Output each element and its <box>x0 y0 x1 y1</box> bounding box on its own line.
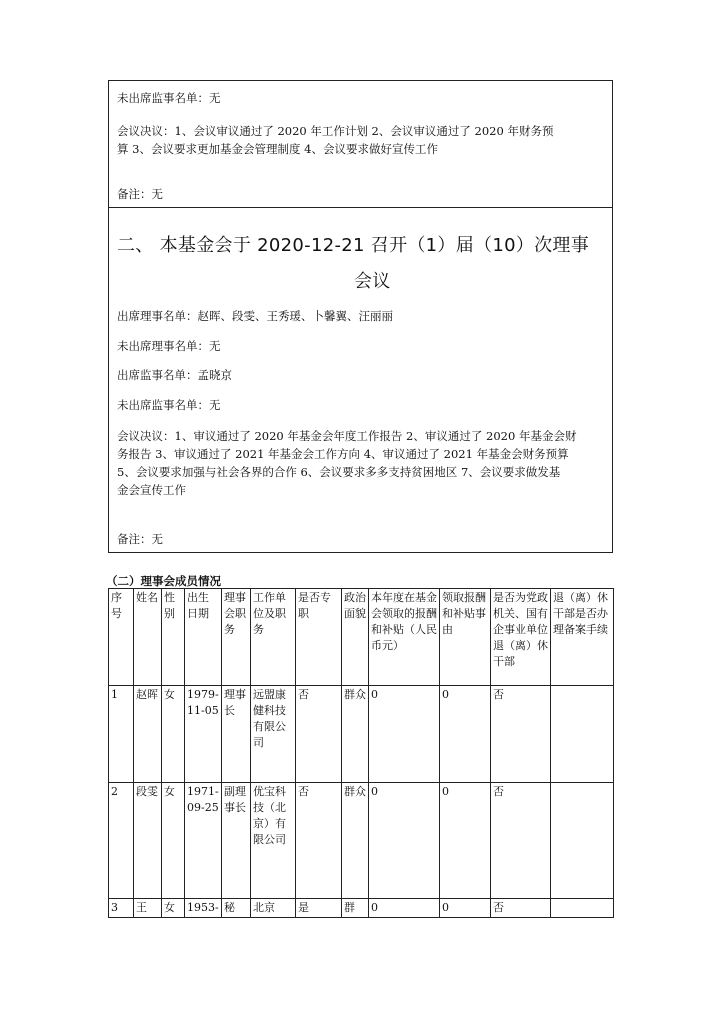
cell-employer: 北京 <box>251 899 296 918</box>
header-cell: 退（离）休干部是否办理备案手续 <box>551 589 614 686</box>
absent-directors: 未出席理事名单：无 <box>117 339 221 353</box>
header-cell: 领取报酬和补贴事由 <box>440 589 491 686</box>
cell-fulltime: 否 <box>296 686 342 783</box>
table-row <box>109 783 614 899</box>
cell-retired: 否 <box>491 686 551 783</box>
cell-birthdate: 1971-09-25 <box>185 783 222 899</box>
cell-index: 1 <box>109 686 134 783</box>
cell-name: 王 <box>134 899 162 918</box>
cell-filed <box>551 783 614 899</box>
resolution-line-2: 务报告 3、审议通过了 2021 年基金会工作方向 4、审议通过了 2021 年基金会财务预算 <box>117 447 569 461</box>
members-table <box>108 588 614 918</box>
cell-name: 段雯 <box>134 783 162 899</box>
cell-position: 理事长 <box>222 686 251 783</box>
cell-gender: 女 <box>162 783 185 899</box>
cell-filed <box>551 686 614 783</box>
cell-political: 群众 <box>342 783 369 899</box>
resolution-line-1: 会议决议：1、审议通过了 2020 年基金会年度工作报告 2、审议通过了 2020 年基金会财 <box>117 429 577 443</box>
meeting-heading: 二、 本基金会于 2020-12-21 召开（1）届（10）次理事 <box>117 235 590 256</box>
header-cell: 序号 <box>109 589 134 686</box>
cell-fulltime: 否 <box>296 783 342 899</box>
cell-position: 秘 <box>222 899 251 918</box>
cell-gender: 女 <box>162 686 185 783</box>
cell-filed <box>551 899 614 918</box>
resolution-line-3: 5、会议要求加强与社会各界的合作 6、会议要求多多支持贫困地区 7、会议要求做发基 <box>117 465 561 479</box>
header-cell: 出生日期 <box>185 589 222 686</box>
cell-compensation: 0 <box>369 686 440 783</box>
cell-gender: 女 <box>162 899 185 918</box>
cell-political: 群众 <box>342 686 369 783</box>
absent-supervisors: 未出席监事名单：无 <box>117 91 221 105</box>
table-row <box>109 899 614 918</box>
resolution-line-4: 金会宣传工作 <box>117 483 186 497</box>
table-header-row <box>109 589 614 686</box>
cell-birthdate: 1979-11-05 <box>185 686 222 783</box>
header-cell: 政治面貌 <box>342 589 369 686</box>
header-cell: 性别 <box>162 589 185 686</box>
cell-retired: 否 <box>491 899 551 918</box>
remarks: 备注：无 <box>117 187 163 201</box>
cell-name: 赵晖 <box>134 686 162 783</box>
absent-supervisors: 未出席监事名单：无 <box>117 398 221 412</box>
cell-reason: 0 <box>440 686 491 783</box>
meeting2-box <box>108 207 613 553</box>
cell-fulltime: 是 <box>296 899 342 918</box>
header-cell: 理事会职务 <box>222 589 251 686</box>
cell-index: 3 <box>109 899 134 918</box>
meeting1-box <box>108 80 613 208</box>
cell-reason: 0 <box>440 783 491 899</box>
table-row <box>109 686 614 783</box>
header-cell: 姓名 <box>134 589 162 686</box>
cell-reason: 0 <box>440 899 491 918</box>
cell-political: 群 <box>342 899 369 918</box>
cell-retired: 否 <box>491 783 551 899</box>
section-title: （二）理事会成员情况 <box>106 574 221 588</box>
header-cell: 是否为党政机关、国有企事业单位退（离）休干部 <box>491 589 551 686</box>
cell-employer: 远盟康健科技有限公司 <box>251 686 296 783</box>
present-supervisors: 出席监事名单：孟晓京 <box>117 368 232 382</box>
resolution-line-2: 算 3、会议要求更加基金会管理制度 4、会议要求做好宣传工作 <box>117 142 438 156</box>
cell-employer: 优宝科技（北京）有限公司 <box>251 783 296 899</box>
header-cell: 本年度在基金会领取的报酬和补贴（人民币元） <box>369 589 440 686</box>
meeting-heading-cont: 会议 <box>354 271 391 292</box>
header-cell: 是否专职 <box>296 589 342 686</box>
cell-compensation: 0 <box>369 899 440 918</box>
header-cell: 工作单位及职务 <box>251 589 296 686</box>
cell-compensation: 0 <box>369 783 440 899</box>
cell-index: 2 <box>109 783 134 899</box>
cell-position: 副理事长 <box>222 783 251 899</box>
present-directors: 出席理事名单：赵晖、段雯、王秀瑗、卜馨翼、汪丽丽 <box>117 309 393 323</box>
resolution-line-1: 会议决议：1、会议审议通过了 2020 年工作计划 2、会议审议通过了 2020 年财务预 <box>117 124 554 138</box>
cell-birthdate: 1953- <box>185 899 222 918</box>
remarks: 备注：无 <box>117 532 163 546</box>
